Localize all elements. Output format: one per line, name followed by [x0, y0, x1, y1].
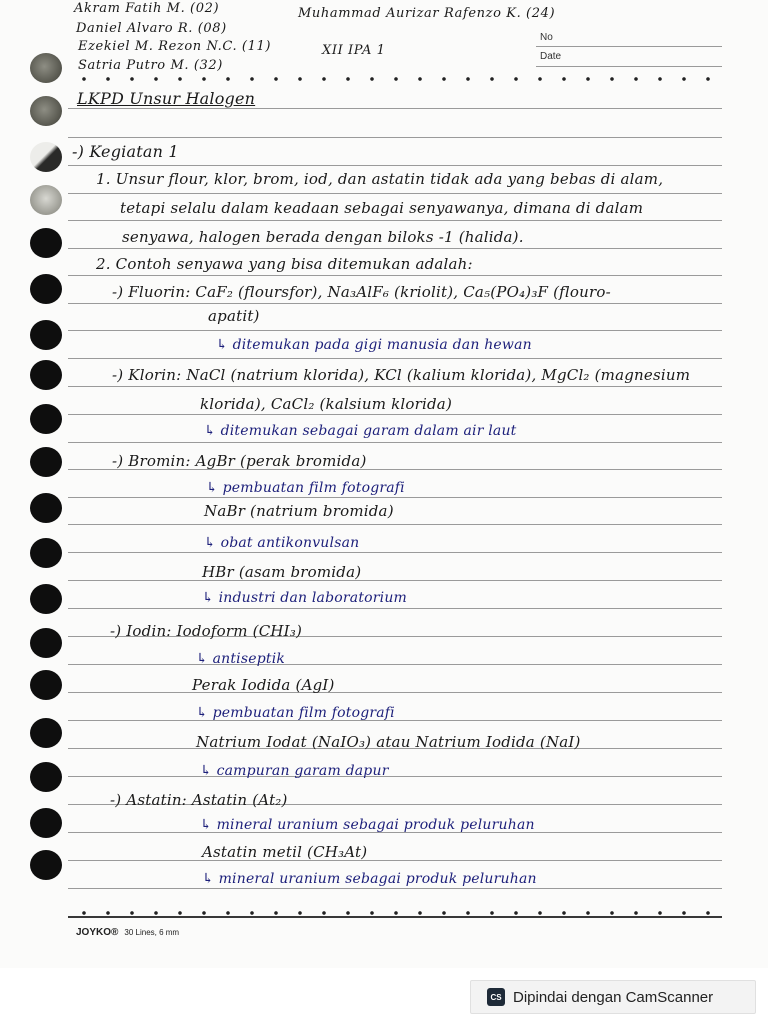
usage-note: ↳ industri dan laboratorium [202, 590, 408, 606]
ruled-line [68, 248, 722, 249]
binder-hole [30, 538, 62, 568]
binder-hole [30, 584, 62, 614]
ruled-line [68, 220, 722, 221]
brand-mark: ® [111, 927, 119, 938]
usage-note: ↳ antiseptik [196, 651, 286, 667]
compound-line: Natrium Iodat (NaIO₃) atau Natrium Iodida (NaI) [196, 733, 581, 751]
usage-note: ↳ ditemukan pada gigi manusia dan hewan [216, 337, 532, 353]
element-entry-continued: apatit) [208, 307, 260, 325]
ruled-line [68, 552, 722, 553]
ruled-line [68, 275, 722, 276]
ruled-line [68, 386, 722, 387]
ruled-line [68, 888, 722, 889]
scanner-label: Dipindai dengan CamScanner [513, 988, 714, 1006]
student-name: Ezekiel M. Rezon N.C. (11) [78, 39, 271, 54]
binder-hole [30, 320, 62, 350]
binder-hole [30, 185, 62, 215]
ruled-line [68, 108, 722, 109]
ruled-line [68, 664, 722, 665]
ruled-line [68, 442, 722, 443]
date-rule [536, 66, 722, 67]
usage-note: ↳ pembuatan film fotografi [196, 705, 395, 721]
student-name: Muhammad Aurizar Rafenzo K. (24) [298, 6, 556, 21]
ruled-line [68, 580, 722, 581]
element-entry-iodin: -) Iodin: Iodoform (CHI₃) [110, 622, 303, 640]
binder-hole [30, 670, 62, 700]
notebook-brand [76, 927, 179, 938]
usage-note: ↳ mineral uranium sebagai produk peluruhan [200, 817, 535, 833]
binder-hole [30, 404, 62, 434]
student-name: Daniel Alvaro R. (08) [76, 21, 227, 36]
paragraph-line: tetapi selalu dalam keadaan sebagai senyawanya, dimana di dalam [120, 199, 644, 217]
student-name: Akram Fatih M. (02) [74, 1, 220, 16]
binder-hole [30, 850, 62, 880]
paper-spec: 30 Lines, 6 mm [124, 928, 180, 937]
ruled-line [68, 330, 722, 331]
paragraph-line: 1. Unsur flour, klor, brom, iod, dan astatin tidak ada yang bebas di alam, [96, 170, 664, 188]
ruled-line [68, 414, 722, 415]
ruled-line [68, 303, 722, 304]
section-heading: -) Kegiatan 1 [72, 142, 179, 161]
binder-hole [30, 762, 62, 792]
paragraph-line: senyawa, halogen berada dengan biloks -1 (halida). [122, 228, 524, 246]
binder-hole [30, 274, 62, 304]
compound-line: HBr (asam bromida) [202, 563, 362, 581]
class-label: XII IPA 1 [322, 43, 386, 58]
usage-note: ↳ ditemukan sebagai garam dalam air laut [204, 423, 517, 439]
ruled-line [68, 497, 722, 498]
ruled-line [68, 608, 722, 609]
compound-line: Perak Iodida (AgI) [192, 676, 335, 694]
ruled-line [68, 860, 722, 861]
compound-line: NaBr (natrium bromida) [204, 502, 394, 520]
brand-name: JOYKO [76, 927, 112, 938]
binder-hole [30, 96, 62, 126]
binder-hole [30, 53, 62, 83]
ruled-line [68, 776, 722, 777]
element-entry-bromin: -) Bromin: AgBr (perak bromida) [112, 452, 367, 470]
date-label: Date [540, 51, 562, 62]
ruled-line [68, 193, 722, 194]
binder-hole [30, 718, 62, 748]
usage-note: ↳ campuran garam dapur [200, 763, 389, 779]
date-rule [536, 46, 722, 47]
ruled-line [68, 692, 722, 693]
binder-hole [30, 228, 62, 258]
binder-hole [30, 447, 62, 477]
ruled-line [68, 165, 722, 166]
ruled-line [68, 524, 722, 525]
element-entry-continued: klorida), CaCl₂ (kalsium klorida) [200, 395, 453, 413]
bottom-rule [68, 916, 722, 918]
binder-hole [30, 628, 62, 658]
binder-hole [30, 493, 62, 523]
scanner-watermark [470, 980, 756, 1014]
page-title: LKPD Unsur Halogen [77, 89, 256, 108]
no-label: No [540, 32, 553, 43]
dotted-rule [72, 77, 722, 81]
element-entry-astatin: -) Astatin: Astatin (At₂) [110, 791, 288, 809]
ruled-line [68, 137, 722, 138]
element-entry-klorin: -) Klorin: NaCl (natrium klorida), KCl (kalium klorida), MgCl₂ (magnesium [112, 366, 691, 384]
ruled-line [68, 358, 722, 359]
dotted-rule [72, 911, 722, 915]
binder-hole [30, 808, 62, 838]
paragraph-line: 2. Contoh senyawa yang bisa ditemukan adalah: [96, 255, 473, 273]
compound-line: Astatin metil (CH₃At) [202, 843, 368, 861]
binder-hole [30, 360, 62, 390]
usage-note: ↳ pembuatan film fotografi [206, 480, 405, 496]
student-name: Satria Putro M. (32) [78, 58, 223, 73]
usage-note: ↳ mineral uranium sebagai produk peluruhan [202, 871, 537, 887]
element-entry-fluorin: -) Fluorin: CaF₂ (floursfor), Na₃AlF₆ (kriolit), Ca₅(PO₄)₃F (flouro- [112, 283, 611, 301]
binder-hole [30, 142, 62, 172]
camscanner-logo-icon: CS [487, 988, 505, 1006]
ruled-line [68, 720, 722, 721]
usage-note: ↳ obat antikonvulsan [204, 535, 360, 551]
